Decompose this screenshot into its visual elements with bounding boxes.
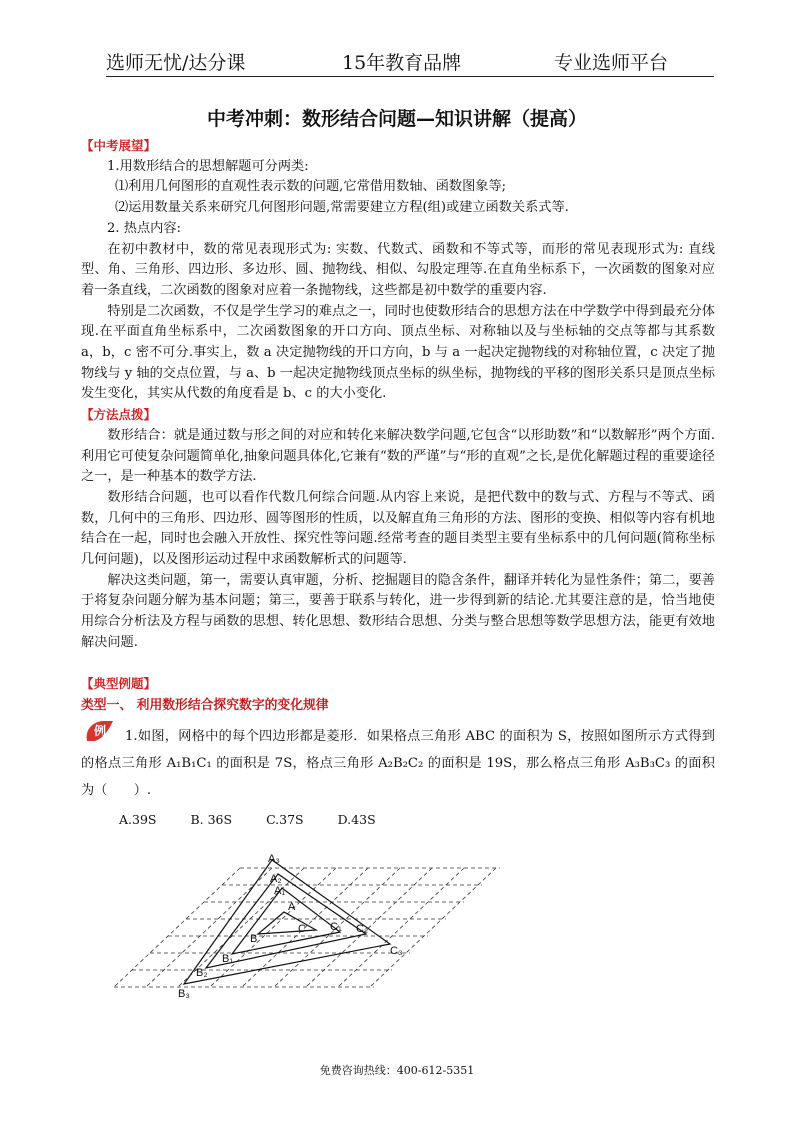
type-heading: 类型一、 利用数形结合探究数字的变化规律 [81, 698, 329, 714]
figure-labels [178, 853, 402, 1000]
choice-d: D.43S [337, 811, 376, 827]
header-divider [106, 76, 714, 77]
example-badge-label: 例 [93, 723, 107, 738]
label-a2: A₂ [270, 873, 282, 885]
header-left: 选师无忧/达分课 [106, 52, 246, 74]
choice-b: B. 36S [190, 811, 233, 827]
header-center: 15年教育品牌 [342, 52, 462, 74]
section-heading-examples: 【典型例题】 [81, 675, 157, 691]
triangle-a1b1c1 [232, 888, 340, 954]
label-c1: C₁ [330, 921, 342, 933]
triangle-abc [258, 912, 316, 934]
label-a1: A₁ [274, 885, 286, 897]
label-b1: B₁ [222, 953, 234, 965]
method-paragraph-2: 数形结合问题，也可以看作代数几何综合问题.从内容上来说，是把代数中的数与式、方程与不等式、函数，几何中的三角形、四边形、圆等图形的性质，以及解直角三角形的方法、图形的变换、相似等内容有机地结合在一起，同时也会融入开放性、探究性等问题.经常考查的题目类型主要有坐标系中的几何问题(简称坐标几何问题)，以及图形运动过程中求函数解析式的问题等. [81, 489, 715, 568]
page-title: 中考冲刺：数形结合问题—知识讲解（提高） [206, 108, 587, 130]
outlook-paragraph-2: ⑴利用几何图形的直观性表示数的问题,它常借用数轴、函数图象等; [115, 179, 507, 195]
label-a3: A₃ [268, 853, 280, 865]
label-c3: C₃ [390, 945, 403, 957]
example-1 [81, 723, 715, 831]
footer-hotline: 免费咨询热线：400-612-5351 [319, 1064, 475, 1077]
header-right: 专业选师平台 [554, 52, 669, 74]
choice-a: A.39S [119, 811, 157, 827]
outlook-paragraph-4: 2. 热点内容: [107, 220, 181, 236]
label-a: A [288, 901, 296, 913]
method-paragraph-1: 数形结合：就是通过数与形之间的对应和转化来解决数学问题,它包含“以形助数”和“以数解形”两个方面.利用它可使复杂问题简单化,抽象问题具体化,它兼有“数的严谨”与“形的直观”之长,是优化解题过程的重要途径之一，是一种基本的数学方法. [81, 427, 715, 485]
label-c: C [298, 923, 306, 935]
document-body [81, 136, 715, 831]
section-heading-outlook: 【中考展望】 [81, 138, 157, 153]
label-b3: B₃ [178, 988, 190, 1000]
example-1-choices [81, 810, 715, 831]
section-heading-method: 【方法点拨】 [81, 407, 157, 423]
outlook-paragraph-1: 1.用数形结合的思想解题可分两类: [107, 158, 309, 174]
label-c2: C₂ [356, 923, 369, 935]
label-b: B [250, 933, 258, 945]
rhombus-grid-figure [90, 850, 510, 1000]
method-paragraph-3: 解决这类问题，第一，需要认真审题，分析、挖掘题目的隐含条件，翻译并转化为显性条件；第二，要善于将复杂问题分解为基本问题；第三，要善于联系与转化，进一步得到新的结论.尤其要注意的是，恰当地使用综合分析法及方程与函数的思想、转化思想、数形结合思想、分类与整合思想等数学思想方法，能更有效地解决问题. [81, 572, 715, 650]
outlook-paragraph-3: ⑵运用数量关系来研究几何图形问题,常需要建立方程(组)或建立函数关系式等. [115, 200, 569, 216]
label-b2: B₂ [196, 967, 208, 979]
outlook-paragraph-5: 在初中教材中，数的常见表现形式为: 实数、代数式、函数和不等式等，而形的常见表现形式为: 直线型、角、三角形、四边形、多边形、圆、抛物线、相似、勾股定理等.在直角坐标系下，一次函数的图象对应着一条直线，二次函数的图象对应着一条抛物线，这些都是初中数学的重要内容. [81, 241, 715, 298]
choice-c: C.37S [266, 811, 304, 827]
outlook-paragraph-6: 特别是二次函数，不仅是学生学习的难点之一，同时也使数形结合的思想方法在中学数学中得到最充分体现.在平面直角坐标系中，二次函数图象的开口方向、顶点坐标、对称轴以及与坐标轴的交点等都与其系数 a，b，c 密不可分.事实上，数 a 决定抛物线的开口方向，b 与 a 一起决定抛物线的对称轴位置，c 决定了抛物线与 y 轴的交点位置，与 a、b 一起决定抛物线顶点坐标的纵坐标，抛物线的平移的图形关系只是顶点坐标发生变化，其实从代数的角度看是 b、c 的大小变化. [81, 303, 715, 402]
example-1-question: 1.如图，网格中的每个四边形都是菱形．如果格点三角形 ABC 的面积为 S，按照如图所示方式得到的格点三角形 A₁B₁C₁ 的面积是 7S，格点三角形 A₂B₂C₂ 的面积是 19S，那么格点三角形 A₃B₃C₃ 的面积为（ ）. [81, 728, 715, 798]
example-badge-icon [83, 719, 115, 743]
page-header [106, 48, 714, 72]
grid-lines [114, 868, 500, 987]
